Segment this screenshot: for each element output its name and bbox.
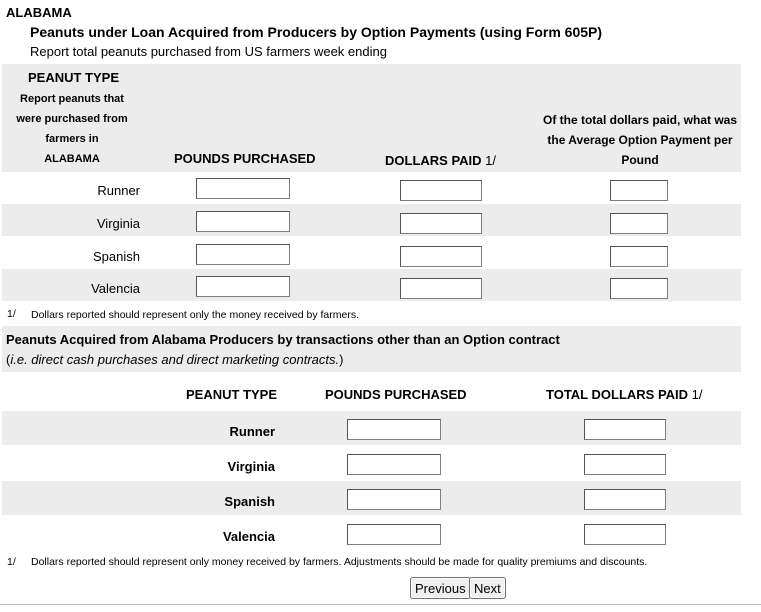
section2-header-pounds: POUNDS PURCHASED [325, 387, 467, 402]
section1-runner-dollars-input[interactable] [400, 180, 482, 201]
section1-header-avg-payment: Of the total dollars paid, what was the Average Option Payment per Pound [542, 113, 738, 167]
section2-runner-pounds-input[interactable] [347, 419, 441, 440]
section1-row-label-runner: Runner [97, 183, 140, 198]
section1-title: Peanuts under Loan Acquired from Producers by Option Payments (using Form 605P) [30, 24, 603, 40]
section1-header-type-description: Report peanuts that were purchased from farmers in ALABAMA [16, 93, 128, 165]
section2-row-label-virginia: Virginia [227, 459, 275, 474]
previous-button[interactable]: Previous [410, 577, 471, 599]
section1-header-dollars: DOLLARS PAID 1/ [385, 153, 497, 168]
section1-virginia-pounds-input[interactable] [196, 211, 290, 232]
section1-runner-pounds-input[interactable] [196, 178, 290, 199]
section2-subtitle: (i.e. direct cash purchases and direct marketing contracts.) [6, 352, 344, 367]
section1-valencia-avg-input[interactable] [610, 278, 668, 299]
state-heading: ALABAMA [6, 5, 72, 20]
section2-valencia-pounds-input[interactable] [347, 524, 441, 545]
section1-footnote-mark: 1/ [7, 308, 16, 320]
section2-row-label-spanish: Spanish [224, 494, 275, 509]
section2-spanish-total-input[interactable] [584, 489, 666, 510]
next-button[interactable]: Next [469, 577, 506, 599]
section2-row-label-valencia: Valencia [222, 529, 275, 544]
section1-spanish-dollars-input[interactable] [400, 246, 482, 267]
section2-footnote-mark: 1/ [7, 556, 16, 568]
section1-header-pounds: POUNDS PURCHASED [174, 151, 316, 166]
section2-header-peanut-type: PEANUT TYPE [186, 387, 278, 402]
page-bottom-divider [0, 604, 761, 605]
section1-spanish-avg-input[interactable] [610, 246, 668, 267]
section1-valencia-dollars-input[interactable] [400, 278, 482, 299]
section1-row-label-spanish: Spanish [93, 249, 140, 264]
section1-row-label-valencia: Valencia [91, 281, 140, 296]
section2-virginia-total-input[interactable] [584, 454, 666, 475]
section2-header-total-dollars: TOTAL DOLLARS PAID 1/ [546, 387, 703, 402]
section2-row-label-runner: Runner [229, 424, 275, 439]
section1-footnote: Dollars reported should represent only the money received by farmers. [31, 309, 359, 321]
section1-virginia-dollars-input[interactable] [400, 213, 482, 234]
section1-runner-avg-input[interactable] [610, 180, 668, 201]
section1-valencia-pounds-input[interactable] [196, 276, 290, 297]
section1-header-peanut-type: PEANUT TYPE [28, 70, 120, 85]
section1-subtitle: Report total peanuts purchased from US farmers week ending [30, 44, 387, 59]
section2-valencia-total-input[interactable] [584, 524, 666, 545]
section1-spanish-pounds-input[interactable] [196, 244, 290, 265]
section2-virginia-pounds-input[interactable] [347, 454, 441, 475]
section2-footnote: Dollars reported should represent only money received by farmers. Adjustments should be made for quality premiums and discounts. [31, 556, 648, 568]
section1-row-label-virginia: Virginia [96, 216, 140, 231]
section2-title: Peanuts Acquired from Alabama Producers by transactions other than an Option contract [6, 332, 560, 347]
section2-spanish-pounds-input[interactable] [347, 489, 441, 510]
section1-virginia-avg-input[interactable] [610, 213, 668, 234]
section2-runner-total-input[interactable] [584, 419, 666, 440]
